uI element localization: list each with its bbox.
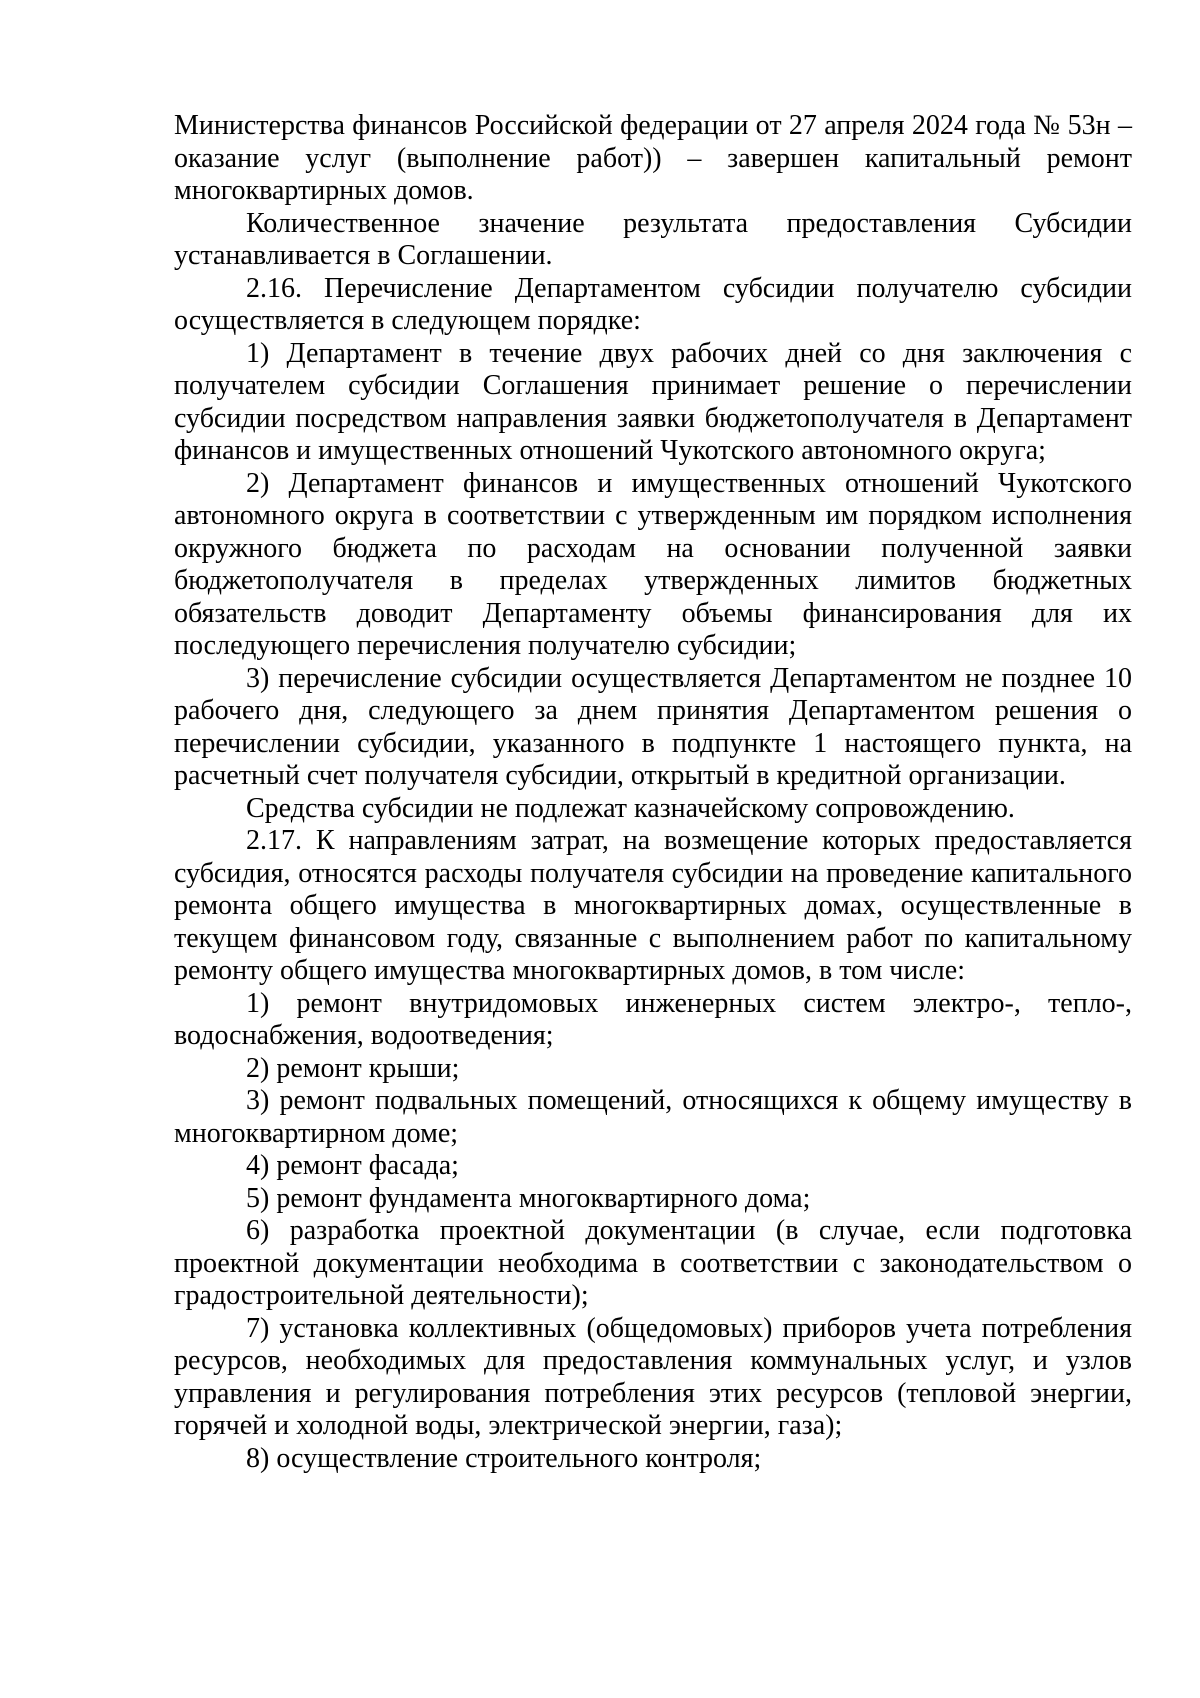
paragraph-2-17-item-2: 2) ремонт крыши; (246, 1052, 460, 1084)
paragraph-2-17-item-3: 3) ремонт подвальных помещений, относящихся к общему имуществу в многоквартирном доме; (174, 1085, 1132, 1149)
paragraph-2-17-item-7: 7) установка коллективных (общедомовых) приборов учета потребления ресурсов, необходимых для предоставления коммунальных услуг, и узлов управления и регулирования потребления этих ресурсов (тепловой энергии, горячей и холодной воды, электрической энергии, газа); (174, 1312, 1132, 1441)
paragraph-2-17-item-4: 4) ремонт фасада; (246, 1150, 459, 1181)
paragraph-2-16: 2.16. Перечисление Департаментом субсидии получателю субсидии осуществляется в следующем порядке: (174, 272, 1132, 336)
paragraph-result-value: Количественное значение результата предоставления Субсидии устанавливается в Соглашении. (174, 207, 1132, 271)
document-page (174, 110, 1132, 1475)
paragraph-2-17-item-6: 6) разработка проектной документации (в случае, если подготовка проектной документации необходима в соответствии с законодательством о градостроительной деятельности); (174, 1215, 1132, 1311)
paragraph-2-17-item-8: 8) осуществление строительного контроля; (246, 1442, 762, 1474)
paragraph-2-17-item-1: 1) ремонт внутридомовых инженерных систем электро-, тепло-, водоснабжения, водоотведения; (174, 987, 1132, 1051)
paragraph-2-16-item-1: 1) Департамент в течение двух рабочих дней со дня заключения с получателем субсидии Соглашения принимает решение о перечислении субсидии посредством направления заявки бюджетополучателя в Департамент финансов и имущественных отношений Чукотского автономного округа; (174, 337, 1132, 466)
paragraph-2-16-item-2: 2) Департамент финансов и имущественных отношений Чукотского автономного округа в соответствии с утвержденным им порядком исполнения окружного бюджета по расходам на основании полученной заявки бюджетополучателя в пределах утвержденных лимитов бюджетных обязательств доводит Департаменту объемы финансирования для их последующего перечисления получателю субсидии; (174, 467, 1132, 661)
paragraph-treasury-note: Средства субсидии не подлежат казначейскому сопровождению. (246, 792, 1015, 824)
paragraph-continuation: Министерства финансов Российской федерации от 27 апреля 2024 года № 53н – оказание услуг (выполнение работ)) – завершен капитальный ремонт многоквартирных домов. (174, 110, 1132, 206)
paragraph-2-17-item-5: 5) ремонт фундамента многоквартирного дома; (246, 1182, 811, 1214)
paragraph-2-17: 2.17. К направлениям затрат, на возмещение которых предоставляется субсидия, относятся расходы получателя субсидии на проведение капитального ремонта общего имущества в многоквартирных домах, осуществленные в текущем финансовом году, связанные с выполнением работ по капитальному ремонту общего имущества многоквартирных домов, в том числе: (174, 825, 1132, 986)
paragraph-2-16-item-3: 3) перечисление субсидии осуществляется Департаментом не позднее 10 рабочего дня, следующего за днем принятия Департаментом решения о перечислении субсидии, указанного в подпункте 1 настоящего пункта, на расчетный счет получателя субсидии, открытый в кредитной организации. (174, 662, 1132, 791)
